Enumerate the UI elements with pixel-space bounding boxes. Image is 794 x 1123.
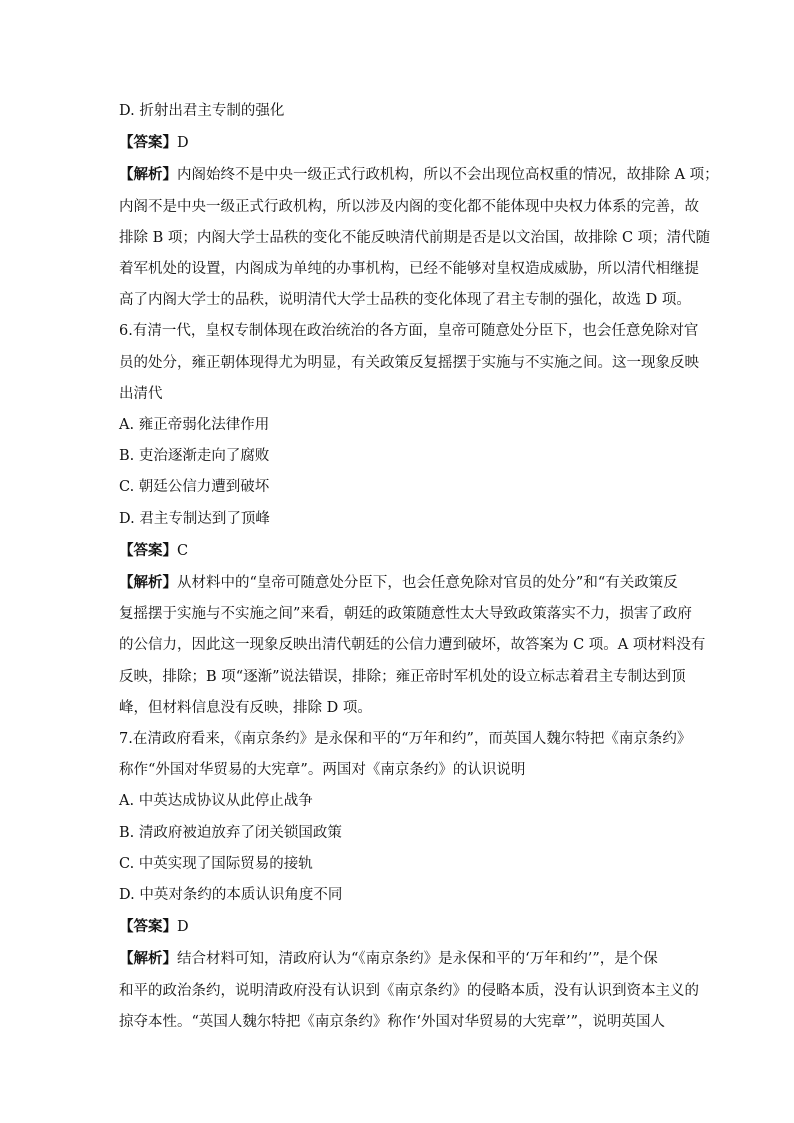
answer-label: 【答案】 <box>119 134 177 152</box>
analysis-line: 【解析】结合材料可知，清政府认为“《南京条约》是永保和平的‘万年和约’”，是个保 <box>119 950 658 968</box>
analysis-line: 和平的政治条约，说明清政府没有认识到《南京条约》的侵略本质，没有认识到资本主义的 <box>119 982 699 999</box>
answer-value: D <box>177 919 189 936</box>
q5-option-d: D. 折射出君主专制的强化 <box>119 103 285 119</box>
analysis-line: 复摇摆于实施与不实施之间”来看，朝廷的政策随意性太大导致政策落实不力，损害了政府 <box>119 606 692 623</box>
answer-label: 【答案】 <box>119 541 177 559</box>
q7-option-d: D. 中英对条约的本质认识角度不同 <box>119 887 343 904</box>
q6-option-b: B. 吏治逐渐走向了腐败 <box>119 448 270 465</box>
analysis-line: 的公信力，因此这一现象反映出清代朝廷的公信力遭到破坏，故答案为 C 项。A 项材料没有 <box>119 637 706 654</box>
analysis-label: 【解析】 <box>119 950 177 968</box>
stem-line: 出清代 <box>119 385 163 402</box>
stem-line: 7.在清政府看来，《南京条约》是永保和平的“万年和约”，而英国人魏尔特把《南京条约》 <box>119 731 692 748</box>
stem-line: 6.有清一代，皇权专制体现在政治统治的各方面，皇帝可随意处分臣下，也会任意免除对官 <box>119 323 699 340</box>
analysis-label: 【解析】 <box>119 574 177 592</box>
q7-answer <box>119 911 675 943</box>
q7-option-b: B. 清政府被迫放弃了闭关锁国政策 <box>119 824 342 841</box>
answer-value: D <box>177 135 189 152</box>
q7-analysis <box>119 943 699 1038</box>
q6-option-a: A. 雍正帝弱化法律作用 <box>119 417 270 434</box>
q6-answer <box>119 535 675 567</box>
analysis-line: 掠夺本性。“英国人魏尔特把《南京条约》称作‘外国对华贸易的大宪章’”，说明英国人 <box>119 1013 666 1030</box>
analysis-line: 内阁不是中央一级正式行政机构，所以涉及内阁的变化都不能体现中央权力体系的完善，故 <box>119 198 699 215</box>
q6-option-d: D. 君主专制达到了顶峰 <box>119 510 270 527</box>
q7-stem <box>119 724 692 786</box>
analysis-line: 峰，但材料信息没有反映，排除 D 项。 <box>119 699 372 716</box>
analysis-line: 反映，排除；B 项“逐渐”说法错误，排除；雍正帝时军机处的设立标志着君主专制达到顶 <box>119 668 686 685</box>
analysis-line: 排除 B 项；内阁大学士品秩的变化不能反映清代前期是否是以文治国，故排除 C 项；清代随 <box>119 229 711 246</box>
q5-analysis <box>119 159 719 316</box>
analysis-line: 【解析】内阁始终不是中央一级正式行政机构，所以不会出现位高权重的情况，故排除 A 项； <box>119 166 719 184</box>
q7-option-a: A. 中英达成协议从此停止战争 <box>119 793 313 810</box>
analysis-line: 高了内阁大学士的品秩，说明清代大学士品秩的变化体现了君主专制的强化，故选 D 项。 <box>119 292 691 309</box>
analysis-label: 【解析】 <box>119 166 177 184</box>
answer-value: C <box>177 542 189 559</box>
page-content <box>119 96 719 1038</box>
q7-option-c: C. 中英实现了国际贸易的接轨 <box>119 855 313 872</box>
analysis-line: 着军机处的设置，内阁成为单纯的办事机构，已经不能够对皇权造成威胁，所以清代相继提 <box>119 261 699 278</box>
q5-answer <box>119 127 675 159</box>
answer-label: 【答案】 <box>119 918 177 936</box>
stem-line: 称作“外国对华贸易的大宪章”。两国对《南京条约》的认识说明 <box>119 762 526 779</box>
stem-line: 员的处分，雍正朝体现得尤为明显，有关政策反复摇摆于实施与不实施之间。这一现象反映 <box>119 354 699 371</box>
q6-analysis <box>119 567 706 724</box>
analysis-line: 【解析】从材料中的“皇帝可随意处分臣下，也会任意免除对官员的处分”和“有关政策反 <box>119 574 678 592</box>
q6-stem <box>119 316 699 410</box>
q6-option-c: C. 朝廷公信力遭到破坏 <box>119 479 270 496</box>
